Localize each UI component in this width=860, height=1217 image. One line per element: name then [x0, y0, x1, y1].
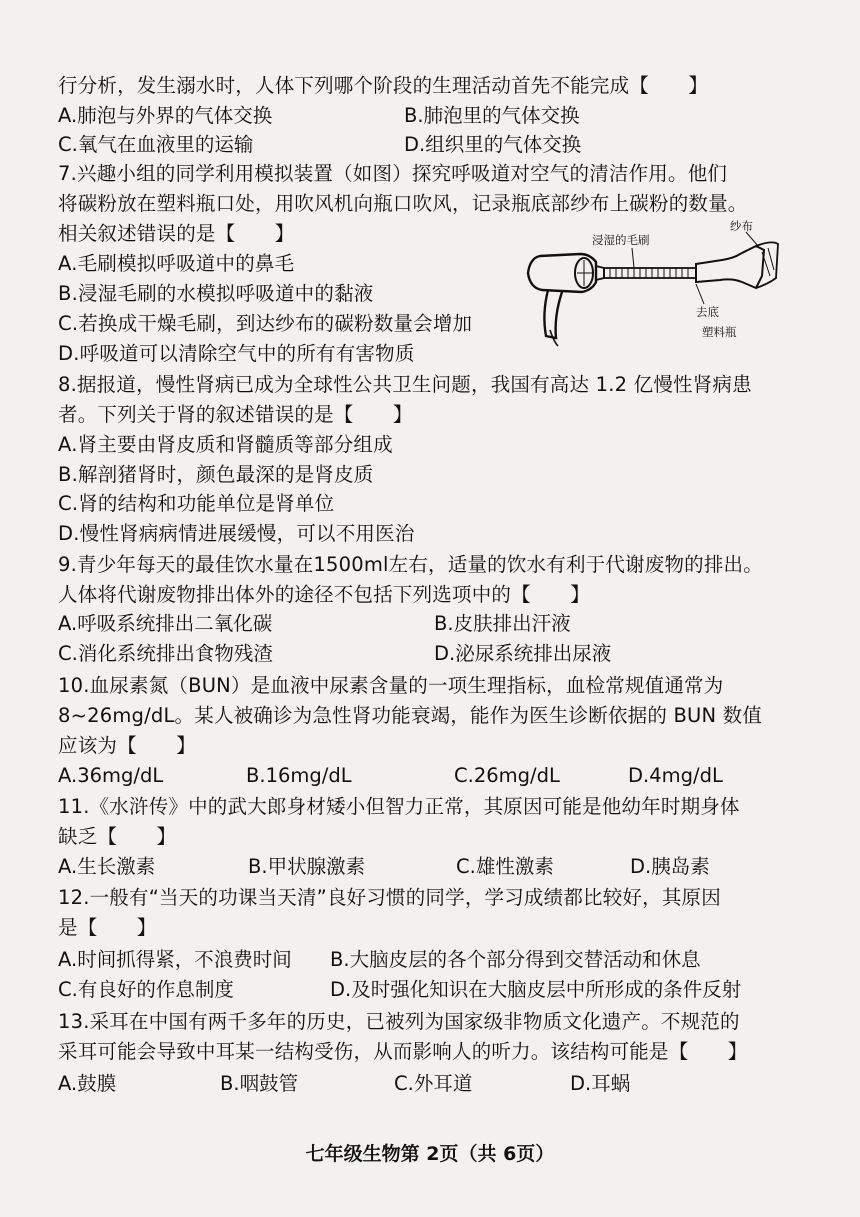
q6-option-b: B.肺泡里的气体交换: [404, 104, 580, 127]
q12-option-b: B.大脑皮层的各个部分得到交替活动和休息: [330, 948, 701, 971]
q13-stem-line-1: 13.采耳在中国有两千多年的历史，已被列为国家级非物质文化遗产。不规范的: [58, 1010, 740, 1033]
bottle-label-1: 去底: [696, 305, 719, 319]
brush-label: 浸湿的毛刷: [592, 233, 650, 247]
q6-option-a: A.肺泡与外界的气体交换: [58, 104, 273, 127]
q8-option-b: B.解剖猪肾时，颜色最深的是肾皮质: [58, 463, 374, 486]
q9-option-c: C.消化系统排出食物残渣: [58, 642, 273, 665]
q8-stem-line-2: 者。下列关于肾的叙述错误的是【 】: [58, 403, 413, 426]
q7-stem-line-3: 相关叙述错误的是【 】: [58, 222, 295, 245]
q6-option-d: D.组织里的气体交换: [404, 133, 582, 156]
gauze-label: 纱布: [730, 219, 753, 233]
q11-option-b: B.甲状腺激素: [248, 855, 366, 878]
q10-stem-line-2: 8~26mg/dL。某人被确诊为急性肾功能衰竭，能作为医生诊断依据的 BUN 数值: [58, 704, 763, 727]
q9-option-d: D.泌尿系统排出尿液: [434, 642, 612, 665]
q12-stem-line-1: 12.一般有“当天的功课当天清”良好习惯的同学，学习成绩都比较好，其原因: [58, 886, 721, 909]
q10-option-b: B.16mg/dL: [246, 764, 352, 787]
q11-stem-line-1: 11.《水浒传》中的武大郎身材矮小但智力正常，其原因可能是他幼年时期身体: [58, 795, 740, 818]
q9-option-b: B.皮肤排出汗液: [434, 612, 571, 635]
q11-option-a: A.生长激素: [58, 855, 156, 878]
q9-option-a: A.呼吸系统排出二氧化碳: [58, 612, 273, 635]
q13-option-d: D.耳蜗: [570, 1072, 631, 1095]
q7-option-a: A.毛刷模拟呼吸道中的鼻毛: [58, 252, 295, 275]
q7-stem-line-1: 7.兴趣小组的同学利用模拟装置（如图）探究呼吸道对空气的清洁作用。他们: [58, 162, 728, 185]
q9-stem-line-1: 9.青少年每天的最佳饮水量在1500ml左右，适量的饮水有利于代谢废物的排出。: [58, 553, 763, 576]
q12-stem-line-2: 是【 】: [58, 916, 157, 939]
hair-dryer-bottle-figure: [520, 218, 782, 348]
page-footer: 七年级生物第 2页（共 6页）: [305, 1143, 555, 1165]
q12-option-d: D.及时强化知识在大脑皮层中所形成的条件反射: [330, 978, 742, 1001]
q8-option-d: D.慢性肾病病情进展缓慢，可以不用医治: [58, 522, 415, 545]
q9-stem-line-2: 人体将代谢废物排出体外的途径不包括下列选项中的【 】: [58, 583, 590, 606]
q8-option-a: A.肾主要由肾皮质和肾髓质等部分组成: [58, 433, 393, 456]
q12-option-c: C.有良好的作息制度: [58, 978, 234, 1001]
q7-option-b: B.浸湿毛刷的水模拟呼吸道中的黏液: [58, 282, 374, 305]
q6-stem-end: 行分析，发生溺水时，人体下列哪个阶段的生理活动首先不能完成【 】: [58, 74, 709, 97]
q7-option-c: C.若换成干燥毛刷，到达纱布的碳粉数量会增加: [58, 312, 473, 335]
q10-option-d: D.4mg/dL: [628, 764, 723, 787]
q10-stem-line-3: 应该为【 】: [58, 734, 196, 757]
q7-option-d: D.呼吸道可以清除空气中的所有有害物质: [58, 342, 415, 365]
q11-option-c: C.雄性激素: [456, 855, 554, 878]
q13-stem-line-2: 采耳可能会导致中耳某一结构受伤，从而影响人的听力。该结构可能是【 】: [58, 1040, 748, 1063]
q13-option-c: C.外耳道: [394, 1072, 473, 1095]
q10-option-a: A.36mg/dL: [58, 764, 164, 787]
q11-option-d: D.胰岛素: [630, 855, 710, 878]
q8-option-c: C.肾的结构和功能单位是肾单位: [58, 492, 335, 515]
q12-option-a: A.时间抓得紧，不浪费时间: [58, 948, 292, 971]
q8-stem-line-1: 8.据报道，慢性肾病已成为全球性公共卫生问题，我国有高达 1.2 亿慢性肾病患: [58, 373, 752, 396]
q13-option-a: A.鼓膜: [58, 1072, 117, 1095]
q6-option-c: C.氧气在血液里的运输: [58, 133, 254, 156]
bottle-label-2: 塑料瓶: [702, 325, 737, 339]
q10-option-c: C.26mg/dL: [454, 764, 560, 787]
q11-stem-line-2: 缺乏【 】: [58, 825, 177, 848]
q13-option-b: B.咽鼓管: [220, 1072, 299, 1095]
q7-stem-line-2: 将碳粉放在塑料瓶口处，用吹风机向瓶口吹风，记录瓶底部纱布上碳粉的数量。: [58, 192, 748, 215]
q10-stem-line-1: 10.血尿素氮（BUN）是血液中尿素含量的一项生理指标，血检常规值通常为: [58, 674, 724, 697]
